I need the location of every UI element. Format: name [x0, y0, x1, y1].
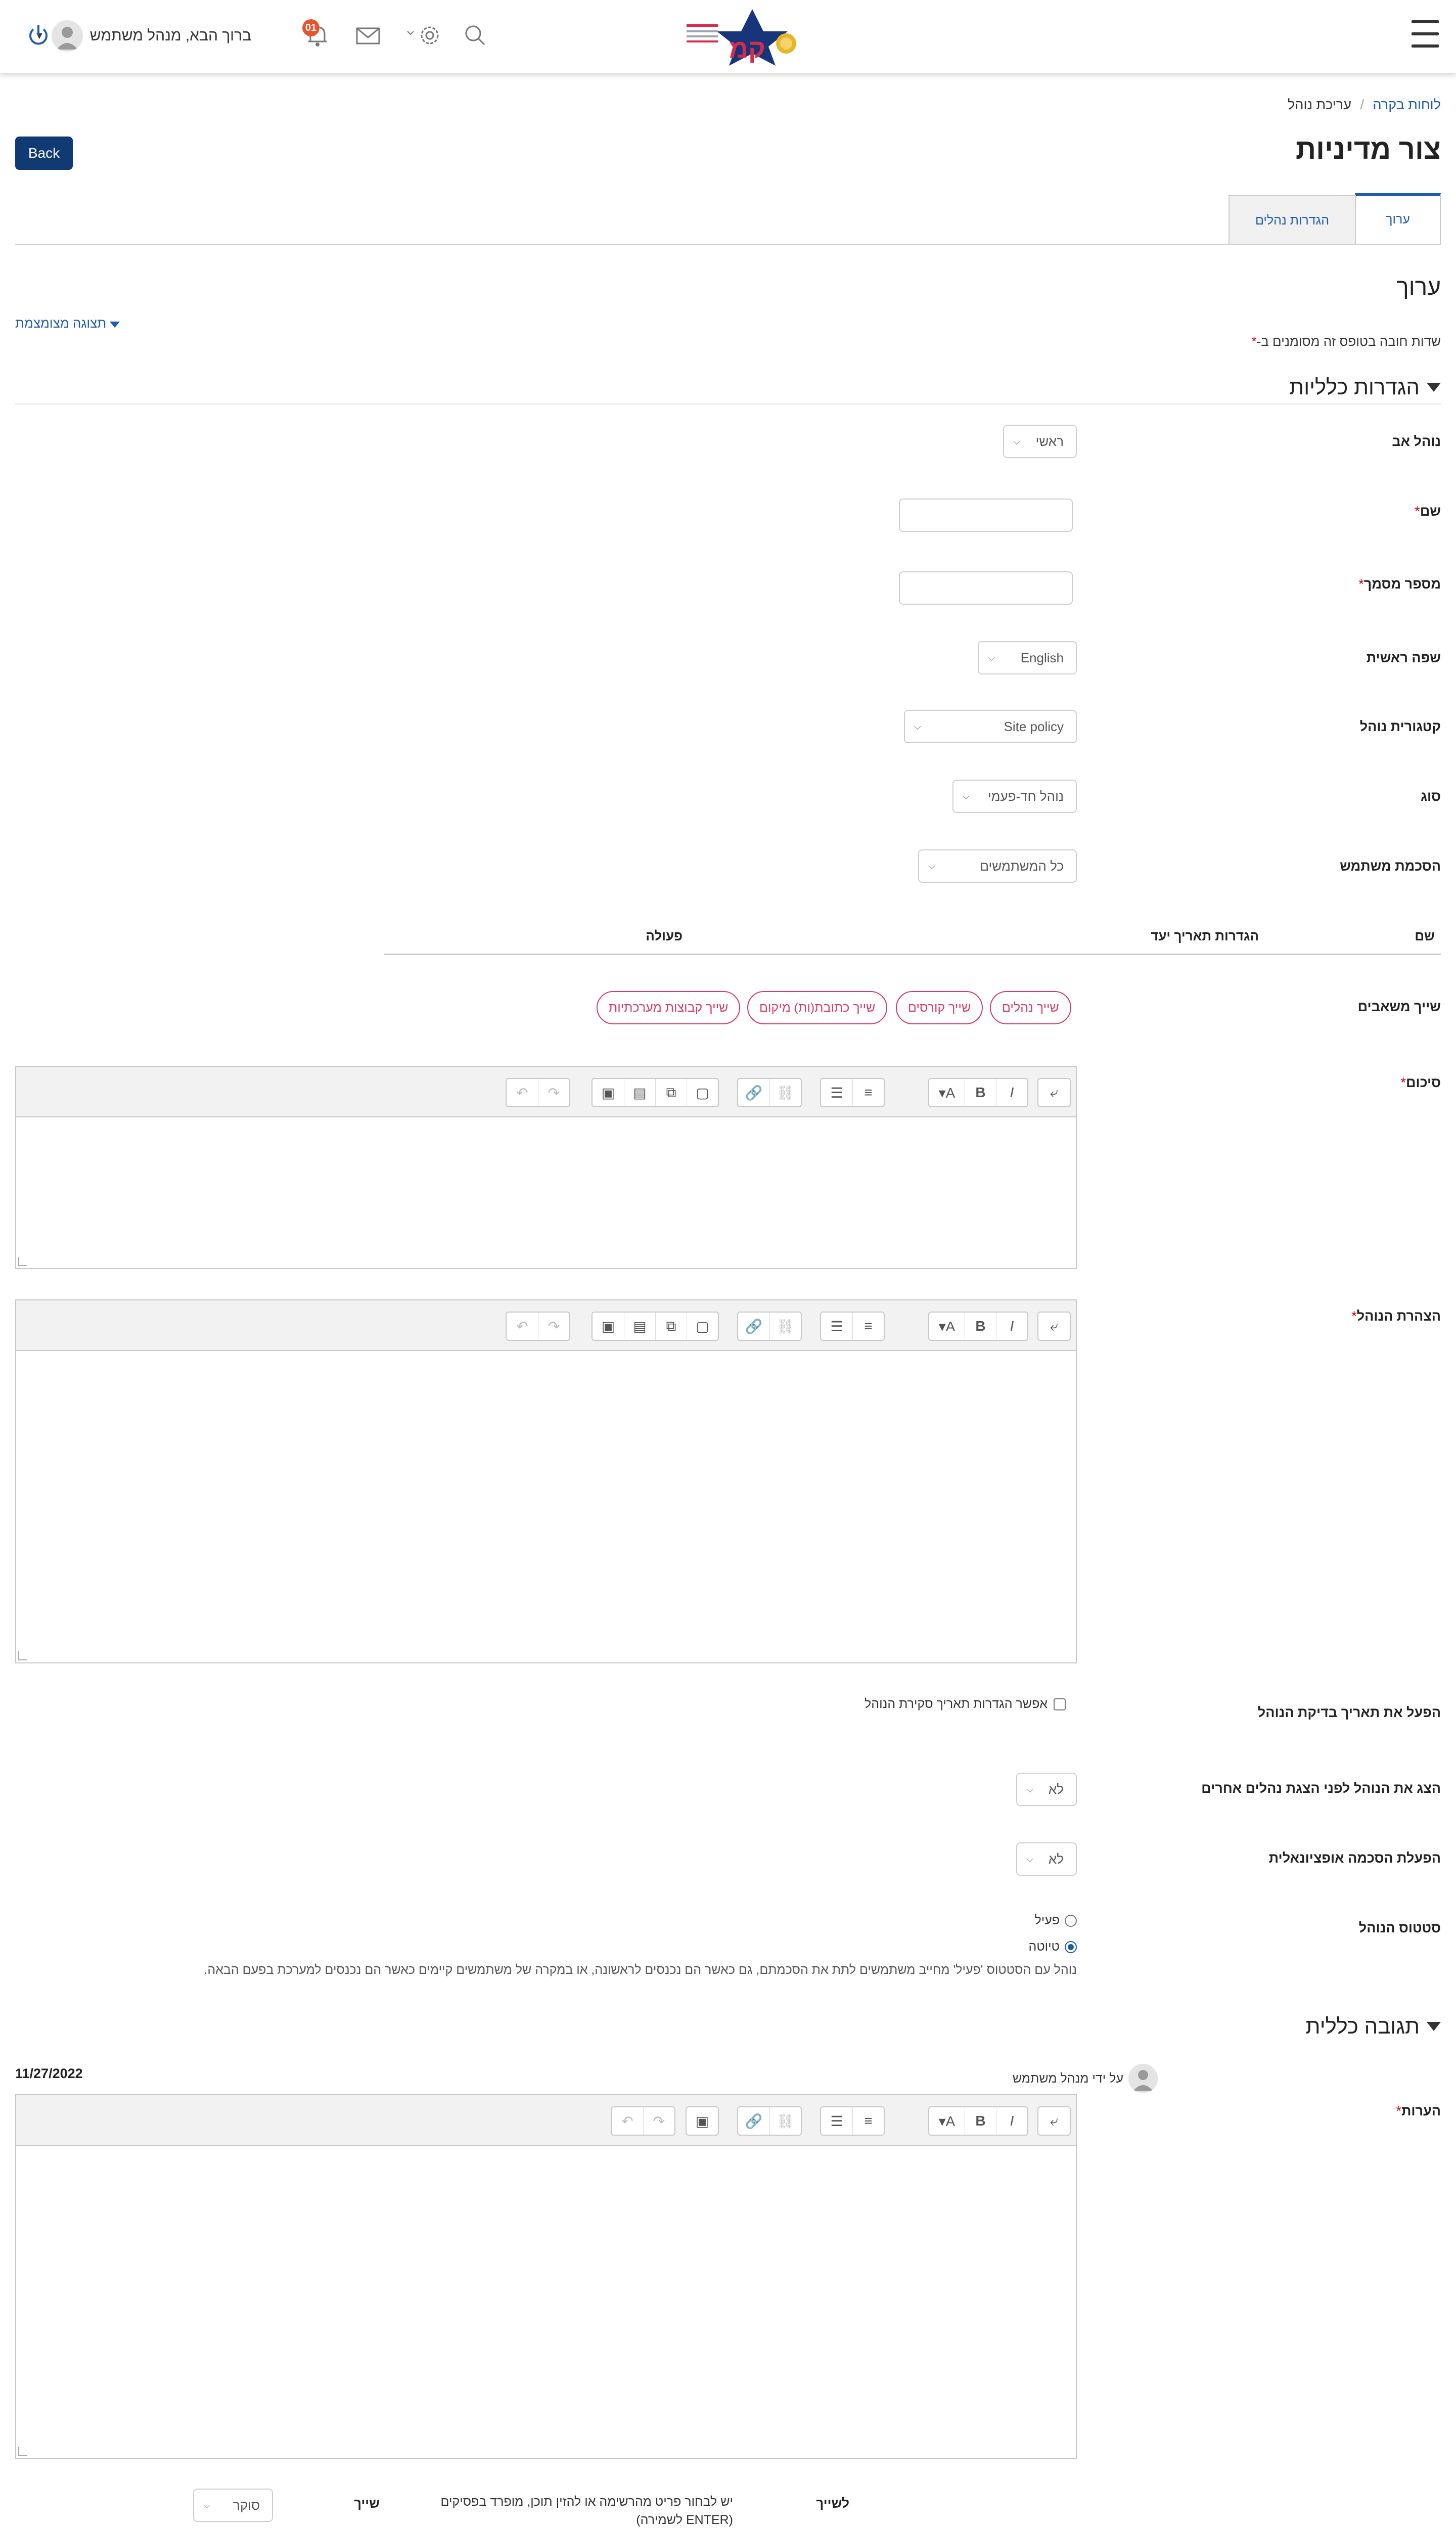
toolbar-toggle-icon[interactable]: ⤶: [1050, 1318, 1058, 1334]
toolbar-group-history: [506, 1312, 570, 1341]
status-active-option: [1034, 1913, 1077, 1928]
image-icon[interactable]: ▣: [601, 1085, 615, 1101]
author-avatar: [1128, 2064, 1158, 2093]
toolbar-group-format: [928, 2106, 1028, 2136]
required-asterisk-icon: *: [1400, 1075, 1406, 1090]
bold-icon[interactable]: B: [965, 1313, 996, 1340]
status-active-radio[interactable]: [1065, 1915, 1077, 1927]
embed-icon[interactable]: ⧉: [655, 1313, 687, 1340]
collapse-all-label: תצוגה מצומצמת: [15, 315, 107, 331]
editor-toolbar: [16, 1067, 1076, 1117]
notification-count-badge: 01: [302, 19, 320, 36]
comments-label-text: הערות: [1401, 2103, 1441, 2118]
parent-policy-value: ראשי: [1035, 433, 1064, 449]
table-header-action: פעולה: [646, 928, 682, 943]
toolbar-group-expand: [1037, 1312, 1071, 1341]
assign-cohorts-button[interactable]: שייך קבוצות מערכתיות: [597, 991, 740, 1024]
hamburger-menu-icon[interactable]: [1408, 20, 1439, 50]
toolbar-group-media: [686, 2106, 719, 2136]
bullet-list-icon[interactable]: ☰: [830, 2113, 843, 2129]
breadcrumb: [1288, 97, 1441, 113]
toolbar-group-lists: [820, 2106, 885, 2136]
site-logo[interactable]: [682, 7, 804, 67]
optional-consent-select[interactable]: [1016, 1842, 1077, 1876]
caret-down-icon: [110, 322, 120, 328]
font-size-icon[interactable]: ▾A: [938, 1085, 956, 1101]
messages-envelope-icon[interactable]: [354, 21, 382, 50]
summary-editor[interactable]: [15, 1066, 1077, 1269]
status-draft-option: [1029, 1939, 1077, 1954]
redo-icon[interactable]: ↷: [538, 1313, 569, 1340]
summary-label: [1398, 1075, 1441, 1091]
select-chevron-icon: ⌵: [1026, 1854, 1033, 1864]
comments-editor[interactable]: [15, 2094, 1077, 2459]
policy-category-label: קטגורית נוהל: [1359, 719, 1441, 734]
resize-handle-icon[interactable]: [18, 1257, 27, 1266]
attach-file-icon[interactable]: ▢: [687, 1313, 718, 1340]
required-fields-note: [1251, 334, 1441, 349]
toolbar-group-lists: [820, 1078, 885, 1107]
policy-statement-editor[interactable]: [15, 1299, 1077, 1663]
bullet-list-icon[interactable]: ☰: [830, 1085, 843, 1101]
assign-courses-button[interactable]: שייך קורסים: [896, 991, 983, 1024]
editor-toolbar: [16, 1300, 1076, 1351]
policy-statement-label-text: הצהרת הנוהל: [1356, 1308, 1441, 1324]
resources-table-header: [384, 925, 1441, 955]
page-title: צור מדיניות: [1295, 133, 1441, 165]
table-header-target-date: הגדרות תאריך יעד: [1151, 928, 1259, 943]
required-asterisk-icon: *: [1415, 504, 1420, 519]
italic-icon[interactable]: I: [996, 1313, 1027, 1340]
link-icon[interactable]: 🔗: [745, 2113, 763, 2129]
status-hint-text: נוהל עם הסטטוס 'פעיל' מחייב משתמשים לתת את הסכמתם, גם כאשר הם נכנסים לראשונה, או במקרה של משתמשים קיימים כאשר הם נכנסים למערכת בפעם הבאה.: [204, 1963, 1077, 1977]
tabs-divider: [15, 244, 1441, 245]
parent-policy-label: נוהל אב: [1392, 434, 1441, 449]
settings-gear-icon[interactable]: [404, 21, 445, 50]
show-before-label: הצג את הנוהל לפני הצגת נהלים אחרים: [1201, 1781, 1441, 1796]
optional-consent-label: הפעלת הסכמה אופציונאלית: [1268, 1850, 1441, 1866]
name-label: [1413, 504, 1441, 519]
attach-file-icon[interactable]: ▢: [687, 1079, 718, 1106]
tab-policy-settings[interactable]: הגדרות נהלים: [1228, 195, 1356, 245]
general-feedback-title: תגובה כללית: [1305, 2014, 1420, 2038]
user-consent-label: הסכמת משתמש: [1340, 859, 1441, 874]
attach-hint: יש לבחור פריט מהרשימה או להזין תוכן, מופרד בפסיקים (ENTER לשמירה): [440, 2495, 733, 2527]
toolbar-group-media: [592, 1078, 719, 1107]
assign-policies-button[interactable]: שייך נהלים: [990, 991, 1071, 1024]
toolbar-toggle-icon[interactable]: ⤶: [1050, 1084, 1058, 1100]
select-chevron-icon: ⌵: [203, 2500, 210, 2510]
select-chevron-icon: ⌵: [1026, 1784, 1033, 1794]
bullet-list-icon[interactable]: ☰: [830, 1318, 843, 1334]
toolbar-group-format: [928, 1312, 1028, 1341]
document-number-input[interactable]: [899, 571, 1073, 605]
comments-label: [1394, 2103, 1441, 2119]
general-settings-divider: [15, 403, 1441, 404]
toolbar-toggle-icon[interactable]: ⤶: [1050, 2112, 1058, 2129]
summary-label-text: סיכום: [1406, 1075, 1441, 1090]
unlink-icon[interactable]: ⛓: [769, 2107, 801, 2135]
bold-icon[interactable]: B: [965, 2107, 996, 2135]
italic-icon[interactable]: I: [996, 1079, 1027, 1106]
comment-date: 11/27/2022: [15, 2066, 83, 2081]
general-feedback-legend[interactable]: [1306, 2014, 1441, 2039]
required-asterisk-icon: *: [1358, 576, 1364, 592]
user-avatar: [52, 20, 83, 52]
policy-statement-label: [1349, 1308, 1441, 1324]
user-consent-select[interactable]: [918, 849, 1077, 883]
toolbar-group-history: [506, 1078, 570, 1107]
resize-handle-icon[interactable]: [18, 2447, 27, 2456]
document-number-label: [1356, 576, 1441, 592]
general-settings-legend[interactable]: [1289, 375, 1441, 399]
breadcrumb-separator: /: [1360, 97, 1364, 112]
link-icon[interactable]: 🔗: [745, 1085, 763, 1101]
numbered-list-icon[interactable]: ≡: [852, 1079, 884, 1106]
review-date-option: [864, 1697, 1066, 1711]
status-active-label: פעיל: [1034, 1913, 1060, 1927]
redo-icon[interactable]: ↷: [538, 1079, 569, 1106]
table-header-name: שם: [1415, 928, 1435, 943]
review-date-checkbox-label: אפשר הגדרות תאריך סקירת הנוהל: [864, 1697, 1048, 1711]
image-icon[interactable]: ▣: [601, 1318, 615, 1334]
parent-policy-select[interactable]: [1003, 425, 1077, 458]
show-before-select[interactable]: [1016, 1773, 1077, 1806]
primary-language-select[interactable]: [978, 641, 1077, 674]
image-icon[interactable]: ▣: [695, 2113, 709, 2129]
name-label-text: שם: [1420, 504, 1441, 519]
toolbar-group-lists: [820, 1312, 885, 1341]
unlink-icon[interactable]: ⛓: [769, 1079, 801, 1106]
select-chevron-icon: ⌵: [988, 652, 995, 663]
font-size-icon[interactable]: ▾A: [938, 2113, 956, 2129]
media-icon[interactable]: ▤: [624, 1313, 655, 1340]
top-navbar: [0, 0, 1456, 73]
status-draft-radio[interactable]: [1065, 1941, 1077, 1953]
toolbar-group-links: [737, 2106, 802, 2136]
name-input[interactable]: [899, 499, 1073, 532]
review-date-checkbox[interactable]: [1054, 1698, 1066, 1710]
toolbar-group-media: [592, 1312, 719, 1341]
tab-edit[interactable]: ערוך: [1355, 193, 1441, 245]
policy-status-label: סטטוס הנוהל: [1358, 1920, 1441, 1935]
required-asterisk-icon: *: [1351, 1308, 1357, 1324]
undo-icon[interactable]: ↶: [621, 2113, 633, 2129]
select-chevron-icon: ⌵: [963, 791, 970, 801]
policy-type-select[interactable]: [952, 780, 1077, 813]
document-number-label-text: מספר מסמך: [1363, 576, 1441, 592]
status-draft-label: טיוטה: [1028, 1939, 1060, 1954]
user-consent-value: כל המשתמשים: [980, 858, 1064, 874]
optional-consent-value: לא: [1048, 1851, 1064, 1867]
embed-icon[interactable]: ⧉: [655, 1079, 687, 1106]
toolbar-group-links: [737, 1312, 802, 1341]
expand-caret-icon: [1427, 383, 1441, 392]
back-button[interactable]: Back: [15, 137, 73, 170]
bold-icon[interactable]: B: [965, 1079, 996, 1106]
breadcrumb-current: עריכת נוהל: [1288, 97, 1351, 112]
media-icon[interactable]: ▤: [624, 1079, 655, 1106]
policy-type-value: נוהל חד-פעמי: [987, 788, 1064, 804]
breadcrumb-home-link[interactable]: לוחות בקרה: [1373, 97, 1441, 112]
reviewer-value: סוקר: [233, 2497, 260, 2513]
review-date-label: הפעל את תאריך בדיקת הנוהל: [1257, 1705, 1441, 1720]
policy-category-value: Site policy: [1004, 718, 1064, 734]
svg-text:קמ: קמ: [729, 34, 765, 64]
resize-handle-icon[interactable]: [18, 1651, 27, 1660]
select-chevron-icon: ⌵: [928, 861, 935, 871]
expand-caret-icon: [1427, 2022, 1441, 2031]
undo-icon[interactable]: ↶: [516, 1085, 528, 1101]
user-menu-caret-icon: ▼: [34, 30, 44, 41]
assign-resources-label: שייך משאבים: [1357, 999, 1441, 1014]
required-asterisk-icon: *: [1251, 334, 1257, 349]
user-name: ברוך הבא, מנהל משתמש: [89, 27, 252, 44]
power-logout-icon[interactable]: [24, 21, 53, 50]
user-menu[interactable]: [34, 19, 251, 53]
attach-label: לשייך: [816, 2496, 849, 2511]
author-name: על ידי מנהל משתמש: [1012, 2071, 1123, 2086]
toolbar-group-history: [611, 2106, 675, 2136]
link-icon[interactable]: 🔗: [745, 1318, 763, 1334]
primary-language-value: English: [1020, 650, 1064, 665]
toolbar-group-format: [928, 1078, 1028, 1107]
unlink-icon[interactable]: ⛓: [769, 1313, 801, 1340]
toolbar-group-links: [737, 1078, 802, 1107]
search-icon[interactable]: [461, 21, 489, 50]
policy-category-select[interactable]: [904, 710, 1077, 743]
general-settings-title: הגדרות כלליות: [1289, 375, 1420, 399]
collapse-all-link[interactable]: [15, 315, 120, 331]
show-before-value: לא: [1048, 1781, 1064, 1797]
required-note-text: שדות חובה בטופס זה מסומנים ב-: [1256, 334, 1441, 349]
reviewer-select[interactable]: [193, 2489, 273, 2522]
font-size-icon[interactable]: ▾A: [938, 1318, 956, 1334]
toolbar-group-expand: [1037, 1078, 1071, 1107]
italic-icon[interactable]: I: [996, 2107, 1027, 2135]
select-chevron-icon: ⌵: [1013, 436, 1020, 446]
policy-type-label: סוג: [1421, 789, 1441, 804]
redo-icon[interactable]: ↷: [643, 2107, 674, 2135]
assign-locations-button[interactable]: שייך כתובת(ות) מיקום: [747, 991, 887, 1024]
required-asterisk-icon: *: [1396, 2103, 1401, 2118]
select-chevron-icon: ⌵: [914, 721, 921, 732]
numbered-list-icon[interactable]: ≡: [852, 1313, 884, 1340]
numbered-list-icon[interactable]: ≡: [852, 2107, 884, 2135]
toolbar-group-expand: [1037, 2106, 1071, 2136]
primary-language-label: שפה ראשית: [1366, 650, 1441, 665]
form-section-title: ערוך: [1396, 274, 1441, 300]
undo-icon[interactable]: ↶: [516, 1318, 528, 1334]
attach-to-label: שייך: [354, 2496, 380, 2511]
comment-author: [1013, 2064, 1158, 2093]
editor-toolbar: [16, 2095, 1076, 2146]
